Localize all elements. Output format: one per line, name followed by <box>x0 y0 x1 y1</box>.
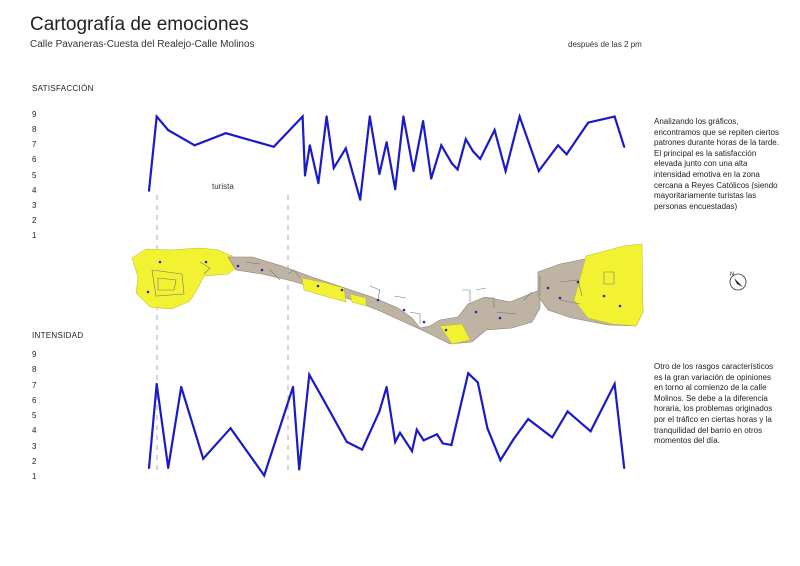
data-point <box>411 450 413 452</box>
data-point <box>308 374 310 376</box>
data-point <box>416 429 418 431</box>
data-point <box>430 177 432 179</box>
data-point <box>402 115 404 117</box>
data-point <box>326 115 328 117</box>
data-point <box>302 115 304 117</box>
data-point <box>309 144 311 146</box>
data-point <box>423 439 425 441</box>
map-survey-point <box>237 265 240 268</box>
data-point <box>317 182 319 184</box>
intensity-y-tick: 2 <box>32 456 37 466</box>
map-survey-point <box>205 261 208 264</box>
turista-annotation: turista <box>212 182 234 191</box>
data-point <box>202 458 204 460</box>
street-map <box>132 244 643 344</box>
page-title: Cartografía de emociones <box>30 14 249 35</box>
data-point <box>513 438 515 440</box>
data-point <box>298 468 300 470</box>
satisfaction-y-tick: 7 <box>32 140 37 150</box>
data-point <box>477 381 479 383</box>
data-point <box>527 418 529 420</box>
map-survey-point <box>377 299 380 302</box>
satisfaction-points <box>148 115 625 200</box>
data-point <box>440 144 442 146</box>
data-point <box>378 410 380 412</box>
data-point <box>378 173 380 175</box>
data-point <box>345 147 347 149</box>
map-survey-point <box>147 291 150 294</box>
data-point <box>614 115 616 117</box>
map-survey-point <box>159 261 162 264</box>
map-survey-point <box>403 309 406 312</box>
satisfaction-y-tick: 2 <box>32 215 37 225</box>
data-point <box>566 153 568 155</box>
satisfaction-chart-title: SATISFACCIÓN <box>32 84 94 93</box>
data-point <box>167 129 169 131</box>
data-point <box>369 115 371 117</box>
map-plaza-right <box>574 244 643 326</box>
data-point <box>386 141 388 143</box>
data-point <box>467 372 469 374</box>
data-point <box>394 441 396 443</box>
data-point <box>361 449 363 451</box>
time-note: después de las 2 pm <box>568 40 642 49</box>
data-point <box>567 410 569 412</box>
data-point <box>557 144 559 146</box>
map-plaza-left <box>132 248 236 309</box>
map-survey-point <box>603 295 606 298</box>
data-point <box>263 474 265 476</box>
intensity-y-tick: 6 <box>32 395 37 405</box>
satisfaction-y-tick: 5 <box>32 170 37 180</box>
data-point <box>479 158 481 160</box>
satisfaction-note: Analizando los gráficos, encontramos que se repiten ciertos patrones durante horas de la tarde. El principal es la satisfacción elevada junto con una alta intensidad emotiva en la zona cercana a Reyes Católicos (siendo mayoritariamente turistas las personas encuestadas) <box>654 117 779 211</box>
data-point <box>386 386 388 388</box>
intensity-y-tick: 4 <box>32 426 37 436</box>
data-point <box>156 115 158 117</box>
intensity-points <box>148 372 625 476</box>
data-point <box>442 442 444 444</box>
data-point <box>494 129 496 131</box>
data-point <box>436 433 438 435</box>
data-point <box>156 383 158 385</box>
map-survey-point <box>619 305 622 308</box>
data-point <box>230 427 232 429</box>
intensity-y-tick: 7 <box>32 380 37 390</box>
page-subtitle: Calle Pavaneras-Cuesta del Realejo-Calle Molinos <box>30 39 255 50</box>
data-point <box>486 427 488 429</box>
intensity-note: Otro de los rasgos característicos es la gran variación de opiniones en torno al comienzo de la calle Molinos. Se debe a la diferencia horaria, los problemas originados por el tráfico en ciertas horas y la tranquilidad del barrio en otros momentos del día. <box>654 362 774 446</box>
map-survey-point <box>341 289 344 292</box>
data-point <box>614 383 616 385</box>
data-point <box>519 115 521 117</box>
data-point <box>167 467 169 469</box>
data-point <box>499 459 501 461</box>
data-point <box>551 436 553 438</box>
data-point <box>333 167 335 169</box>
data-point <box>399 432 401 434</box>
data-point <box>394 188 396 190</box>
map-survey-point <box>559 297 562 300</box>
intensity-y-tick: 1 <box>32 472 37 481</box>
data-point <box>148 190 150 192</box>
data-point <box>472 150 474 152</box>
map-survey-point <box>423 321 426 324</box>
data-point <box>225 132 227 134</box>
intensity-chart-title: INTENSIDAD <box>32 331 84 340</box>
map-survey-point <box>547 287 550 290</box>
data-point <box>450 444 452 446</box>
map-survey-point <box>475 311 478 314</box>
data-point <box>359 199 361 201</box>
data-point <box>292 386 294 388</box>
map-survey-point <box>499 317 502 320</box>
data-point <box>451 162 453 164</box>
data-point <box>180 386 182 388</box>
data-point <box>346 441 348 443</box>
data-point <box>304 174 306 176</box>
intensity-y-tick: 5 <box>32 411 37 420</box>
data-point <box>623 467 625 469</box>
data-point <box>194 144 196 146</box>
map-survey-point <box>317 285 320 288</box>
north-arrow-icon <box>730 272 746 290</box>
map-street-segment <box>228 257 540 344</box>
svg-text:N: N <box>730 272 735 278</box>
satisfaction-y-tick: 1 <box>32 231 37 240</box>
map-survey-point <box>445 329 448 332</box>
data-point <box>412 170 414 172</box>
map-survey-point <box>261 269 264 272</box>
data-point <box>538 170 540 172</box>
map-survey-point <box>577 281 580 284</box>
intensity-y-tick: 3 <box>32 441 37 451</box>
data-point <box>590 430 592 432</box>
intensity-y-tick: 9 <box>32 350 37 359</box>
data-point <box>148 467 150 469</box>
data-point <box>505 170 507 172</box>
satisfaction-y-tick: 3 <box>32 200 37 210</box>
data-point <box>321 397 323 399</box>
satisfaction-y-tick: 4 <box>32 185 37 195</box>
satisfaction-y-tick: 8 <box>32 125 37 135</box>
satisfaction-y-tick: 9 <box>32 110 37 119</box>
intensity-series-line <box>149 373 624 475</box>
satisfaction-series-line <box>149 117 624 200</box>
data-point <box>422 120 424 122</box>
data-point <box>273 146 275 148</box>
data-point <box>587 122 589 124</box>
data-point <box>623 146 625 148</box>
data-point <box>457 168 459 170</box>
intensity-y-tick: 8 <box>32 365 37 375</box>
data-point <box>465 138 467 140</box>
satisfaction-y-tick: 6 <box>32 155 37 165</box>
